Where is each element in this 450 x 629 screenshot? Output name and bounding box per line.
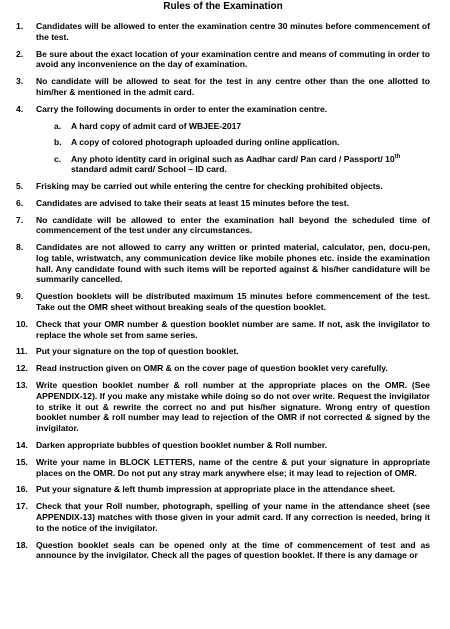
rule-text — [36, 380, 430, 434]
rule-item — [16, 440, 430, 451]
rule-number: 16. — [16, 484, 28, 495]
rule-text-part: Write question booklet number & roll number at the appropriate places on the OMR. (See — [36, 380, 430, 391]
rule-text — [36, 501, 430, 533]
rule-number: 11. — [16, 346, 28, 357]
rule-item — [16, 457, 430, 478]
rule-text: No candidate will be allowed to seat for the test in any centre other than the one allotted to him/her & mentioned in the admit card. — [36, 76, 430, 97]
rule-number: 1. — [16, 21, 24, 31]
rule-number: 4. — [16, 103, 24, 114]
rule-item — [16, 346, 430, 357]
document-item — [54, 137, 430, 148]
rule-text: Candidates are advised to take their seats at least 15 minutes before the test. — [36, 197, 350, 208]
rule-item — [16, 319, 430, 340]
rule-item — [16, 363, 430, 374]
rule-number: 15. — [16, 456, 28, 467]
document-item — [54, 154, 430, 175]
emphasis-text: APPENDIX-12 — [36, 390, 93, 401]
superscript: th — [394, 153, 401, 160]
rule-number: 18. — [16, 539, 28, 550]
rule-item — [16, 540, 430, 561]
rule-text: Be sure about the exact location of your examination centre and means of commuting in order to avoid any inconvenience on the day of examination. — [36, 48, 430, 70]
document-text — [71, 154, 430, 175]
rule-item — [16, 21, 430, 42]
rule-text: Candidates will be allowed to enter the examination centre 30 minutes before commencement of the test. — [36, 21, 430, 42]
emphasis-text: APPENDIX-13 — [36, 512, 93, 522]
rule-text: Carry the following documents in order to enter the examination centre. — [36, 103, 328, 114]
rule-number: 9. — [16, 291, 24, 302]
rule-number: 14. — [16, 439, 28, 450]
document-text-part: standard admit card/ School – ID card. — [71, 164, 227, 175]
rule-text: Write your name in BLOCK LETTERS, name of the centre & put your signature in appropriate places on the OMR. Do not put any stray mark anywhere else; it may lead to rejection of OMR. — [36, 456, 430, 478]
document-letter: c. — [54, 153, 62, 164]
rule-number: 6. — [16, 197, 24, 208]
rule-item — [16, 242, 430, 285]
rule-text-part: ). If you make any mistake while doing so do not over write. Request the invigilator to strike it out & rewrite the correct no and put his/her signature. Wrong entry of question booklet number & roll number may lead to rejection of the OMR if not corrected & signed by the invigilator. — [36, 390, 430, 434]
rule-text-part: Check that your Roll number, photograph, spelling of your name in the attendance sheet (see — [36, 501, 430, 512]
rule-number: 5. — [16, 180, 24, 191]
rule-text-part: ) matches with those given in your admit card. If any correction is needed, bring it to the notice of the invigilator. — [36, 512, 430, 533]
rule-item — [16, 380, 430, 434]
rule-text-part: No candidate will be allowed to enter the examination hall — [36, 214, 299, 225]
rule-item — [16, 215, 430, 236]
rule-text: Question booklet seals can be opened only at the time of commencement of test and as announce by the invigilator. Check all the pages of question booklet. If there is any damage or — [36, 539, 430, 561]
document-letter: a. — [54, 120, 62, 131]
rule-number: 12. — [16, 363, 28, 374]
rule-number: 13. — [16, 380, 28, 391]
document-text: A hard copy of admit card of WBJEE-2017 — [71, 120, 242, 131]
document-text-part: Any photo identity card in original such as Aadhar card/ Pan card / Passport/ 10 — [71, 153, 395, 164]
rule-number: 17. — [16, 501, 28, 512]
rule-number: 8. — [16, 242, 24, 253]
rule-text: Darken appropriate bubbles of question booklet number & Roll number. — [36, 439, 328, 450]
rule-text — [36, 215, 430, 236]
rule-text: Check that your OMR number & question booklet number are same. If not, ask the invigilator to replace the whole set from same series. — [36, 318, 430, 340]
rule-text: Put your signature on the top of question booklet. — [36, 346, 239, 357]
rule-item — [16, 291, 430, 312]
document-letter: b. — [54, 137, 62, 148]
rule-text — [36, 242, 430, 285]
page-title: Rules of the Examination — [163, 1, 283, 12]
rule-number: 7. — [16, 214, 24, 225]
rule-text-part: Candidates are not allowed to carry any written or printed material, calculator, pen, docu-pen, log table, wristwatch, any communication device like mobile phones etc. inside the examination hall. Any candidate found with such items will be — [36, 242, 430, 274]
emphasis-text: beyond the scheduled time of commencement of the test under any circumstances — [36, 214, 430, 236]
rule-text-part: . — [249, 225, 253, 236]
rule-text-part: & his/her candidature will be summarily cancelled. — [36, 263, 430, 285]
rule-item — [16, 104, 430, 115]
rule-text: Question booklets will be distributed maximum 15 minutes before commencement of the test. Take out the OMR sheet without breaking seals of the question booklet. — [36, 291, 430, 312]
rule-item — [16, 484, 430, 495]
emphasis-text: reported against — [241, 263, 310, 274]
rule-text: Frisking may be carried out while entering the centre for checking prohibited objects. — [36, 180, 383, 191]
document-text: A copy of colored photograph uploaded during online application. — [71, 137, 340, 148]
rule-text: Put your signature & left thumb impression at appropriate place in the attendance sheet. — [36, 484, 396, 495]
rule-item — [16, 49, 430, 70]
rule-number: 3. — [16, 76, 24, 87]
rule-item — [16, 181, 430, 192]
rule-number: 2. — [16, 48, 24, 59]
rule-item — [16, 76, 430, 97]
rule-item — [16, 198, 430, 209]
rule-text: Read instruction given on OMR & on the cover page of question booklet very carefully. — [36, 363, 388, 374]
document-item — [54, 121, 430, 132]
rule-number: 10. — [16, 318, 28, 329]
rule-item — [16, 501, 430, 533]
